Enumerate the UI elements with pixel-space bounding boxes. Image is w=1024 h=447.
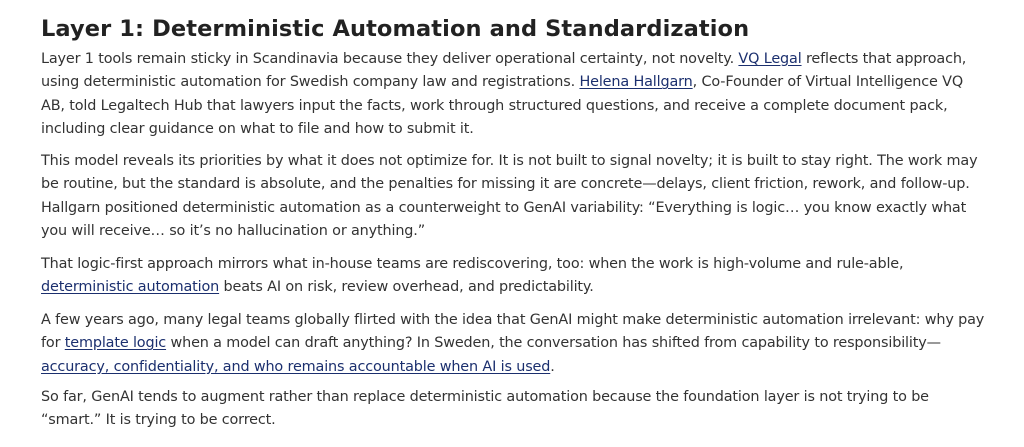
link-vq-legal[interactable]: VQ Legal	[738, 51, 802, 67]
link-accountability[interactable]: accuracy, confidentiality, and who remains accountable when AI is used	[41, 358, 551, 375]
paragraph-text: reflects that approach, using deterministic automation for Swedish company law and registrations.	[41, 51, 967, 91]
link-template-logic[interactable]: template logic	[64, 335, 167, 352]
paragraph-vq-legal	[41, 48, 991, 142]
section-heading: Layer 1: Deterministic Automation and Standardization	[41, 16, 750, 42]
paragraph-genai-shift	[41, 309, 991, 379]
paragraph-text: A few years ago, many legal teams globally flirted with the idea that GenAI might make deterministic automation irrelevant: why pay for	[41, 312, 985, 352]
paragraph-conclusion: So far, GenAI tends to augment rather than replace deterministic automation because the foundation layer is not trying to be “smart.” It is trying to be correct.	[41, 389, 929, 429]
paragraph-text: , Co-Founder of Virtual Intelligence VQ AB, told Legaltech Hub that lawyers input the facts, work through structured questions, and receive a complete document pack, including clear guidance on what to file and how to submit it.	[41, 74, 964, 138]
link-helena-hallgarn[interactable]: Helena Hallgarn	[579, 74, 693, 91]
paragraph-priorities: This model reveals its priorities by what it does not optimize for. It is not built to signal novelty; it is built to stay right. The work may be routine, but the standard is absolute, and the penalties for missing it are concrete—delays, client friction, rework, and follow-up. Hallgarn positioned deterministic automation as a counterweight to GenAI variability: “Everything is logic… you know exactly what you will receive… so it’s no hallucination or anything.”	[41, 153, 978, 240]
paragraph-text: when a model can draft anything? In Sweden, the conversation has shifted from capability to responsibility—	[166, 335, 941, 352]
link-deterministic-automation[interactable]: deterministic automation	[41, 279, 220, 296]
paragraph-text: .	[550, 358, 555, 375]
paragraph-text: beats AI on risk, review overhead, and predictability.	[219, 279, 594, 296]
paragraph-logic-first	[41, 253, 991, 300]
paragraph-text: That logic-first approach mirrors what in-house teams are rediscovering, too: when the work is high-volume and rule-able,	[41, 256, 904, 272]
paragraph-text: Layer 1 tools remain sticky in Scandinavia because they deliver operational certainty, not novelty.	[41, 51, 739, 67]
